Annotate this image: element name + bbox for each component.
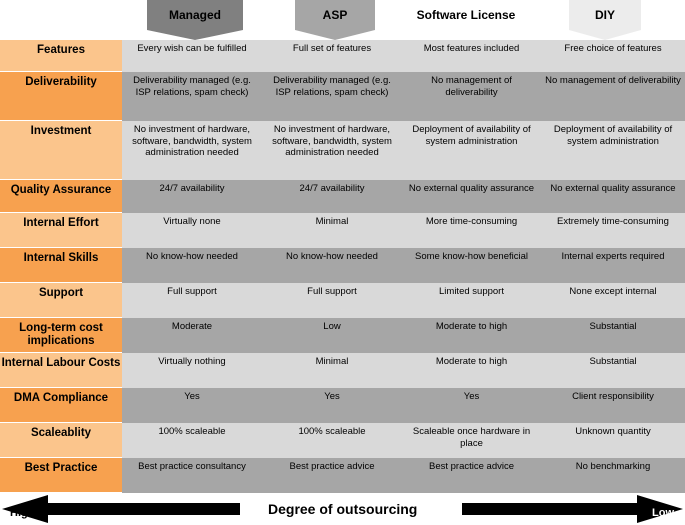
header-pointer-icon (410, 30, 522, 40)
scale-low-label: Low (652, 507, 674, 519)
table-cell: No management of deliverability (541, 72, 685, 121)
table-cell: Virtually nothing (122, 353, 262, 388)
scale-title: Degree of outsourcing (268, 501, 418, 517)
header-pointer-icon (569, 30, 641, 40)
table-cell: Best practice consultancy (122, 458, 262, 493)
table-row (0, 40, 685, 72)
table-cell: Unknown quantity (541, 423, 685, 458)
row-label: Best Practice (0, 458, 122, 493)
column-header-diy (569, 0, 641, 40)
header-pointer-icon (147, 30, 243, 40)
table-cell: No investment of hardware, software, bandwidth, system administration needed (122, 121, 262, 180)
table-cell: No management of deliverability (402, 72, 541, 121)
table-cell: Yes (122, 388, 262, 423)
table-cell: None except internal (541, 283, 685, 318)
table-row (0, 213, 685, 248)
table-cell: Substantial (541, 353, 685, 388)
row-label: Support (0, 283, 122, 318)
table-row (0, 121, 685, 180)
column-header-label: Software License (410, 0, 522, 30)
table-cell: Deployment of availability of system administration (541, 121, 685, 180)
table-cell: Limited support (402, 283, 541, 318)
table-cell: Minimal (262, 353, 402, 388)
row-label: Internal Effort (0, 213, 122, 248)
table-cell: No external quality assurance (541, 180, 685, 213)
table-cell: Deliverability managed (e.g. ISP relations, spam check) (262, 72, 402, 121)
table-cell: Substantial (541, 318, 685, 353)
row-label: Long-term cost implications (0, 318, 122, 353)
row-label: Scaleablity (0, 423, 122, 458)
table-row (0, 458, 685, 493)
row-label: Features (0, 40, 122, 72)
scale-high-label: High (10, 507, 35, 519)
table-cell: No benchmarking (541, 458, 685, 493)
table-cell: Scaleable once hardware in place (402, 423, 541, 458)
header-pointer-icon (295, 30, 375, 40)
column-header-label: DIY (569, 0, 641, 30)
table-cell: Some know-how beneficial (402, 248, 541, 283)
table-cell: Minimal (262, 213, 402, 248)
row-label: DMA Compliance (0, 388, 122, 423)
table-cell: 100% scaleable (122, 423, 262, 458)
table-cell: Best practice advice (262, 458, 402, 493)
row-label: Deliverability (0, 72, 122, 121)
table-cell: 24/7 availability (262, 180, 402, 213)
row-label: Internal Labour Costs (0, 353, 122, 388)
table-cell: Deployment of availability of system administration (402, 121, 541, 180)
table-cell: Full set of features (262, 40, 402, 72)
table-cell: Moderate to high (402, 318, 541, 353)
table-cell: Moderate (122, 318, 262, 353)
table-row (0, 353, 685, 388)
column-header-software-license (410, 0, 522, 40)
column-header-label: Managed (147, 0, 243, 30)
table-cell: Low (262, 318, 402, 353)
outsourcing-scale (0, 493, 685, 525)
table-cell: Every wish can be fulfilled (122, 40, 262, 72)
table-cell: No investment of hardware, software, bandwidth, system administration needed (262, 121, 402, 180)
table-row (0, 283, 685, 318)
table-cell: Extremely time-consuming (541, 213, 685, 248)
table-row (0, 388, 685, 423)
right-arrow-icon (462, 495, 683, 523)
table-cell: No external quality assurance (402, 180, 541, 213)
table-row (0, 318, 685, 353)
row-label: Internal Skills (0, 248, 122, 283)
table-cell: Deliverability managed (e.g. ISP relations, spam check) (122, 72, 262, 121)
table-cell: Internal experts required (541, 248, 685, 283)
table-cell: Yes (262, 388, 402, 423)
table-cell: Full support (122, 283, 262, 318)
table-cell: Yes (402, 388, 541, 423)
table-cell: Moderate to high (402, 353, 541, 388)
left-arrow-icon (2, 495, 240, 523)
table-cell: Full support (262, 283, 402, 318)
table-cell: More time-consuming (402, 213, 541, 248)
table-row (0, 180, 685, 213)
table-cell: Virtually none (122, 213, 262, 248)
column-header-managed (147, 0, 243, 40)
table-cell: No know-how needed (262, 248, 402, 283)
column-header-label: ASP (295, 0, 375, 30)
table-row (0, 248, 685, 283)
table-cell: No know-how needed (122, 248, 262, 283)
table-row (0, 423, 685, 458)
table-cell: 24/7 availability (122, 180, 262, 213)
table-cell: Most features included (402, 40, 541, 72)
row-label: Investment (0, 121, 122, 180)
table-row (0, 72, 685, 121)
table-cell: Client responsibility (541, 388, 685, 423)
column-header-asp (295, 0, 375, 40)
table-cell: 100% scaleable (262, 423, 402, 458)
table-cell: Best practice advice (402, 458, 541, 493)
row-label: Quality Assurance (0, 180, 122, 213)
table-cell: Free choice of features (541, 40, 685, 72)
